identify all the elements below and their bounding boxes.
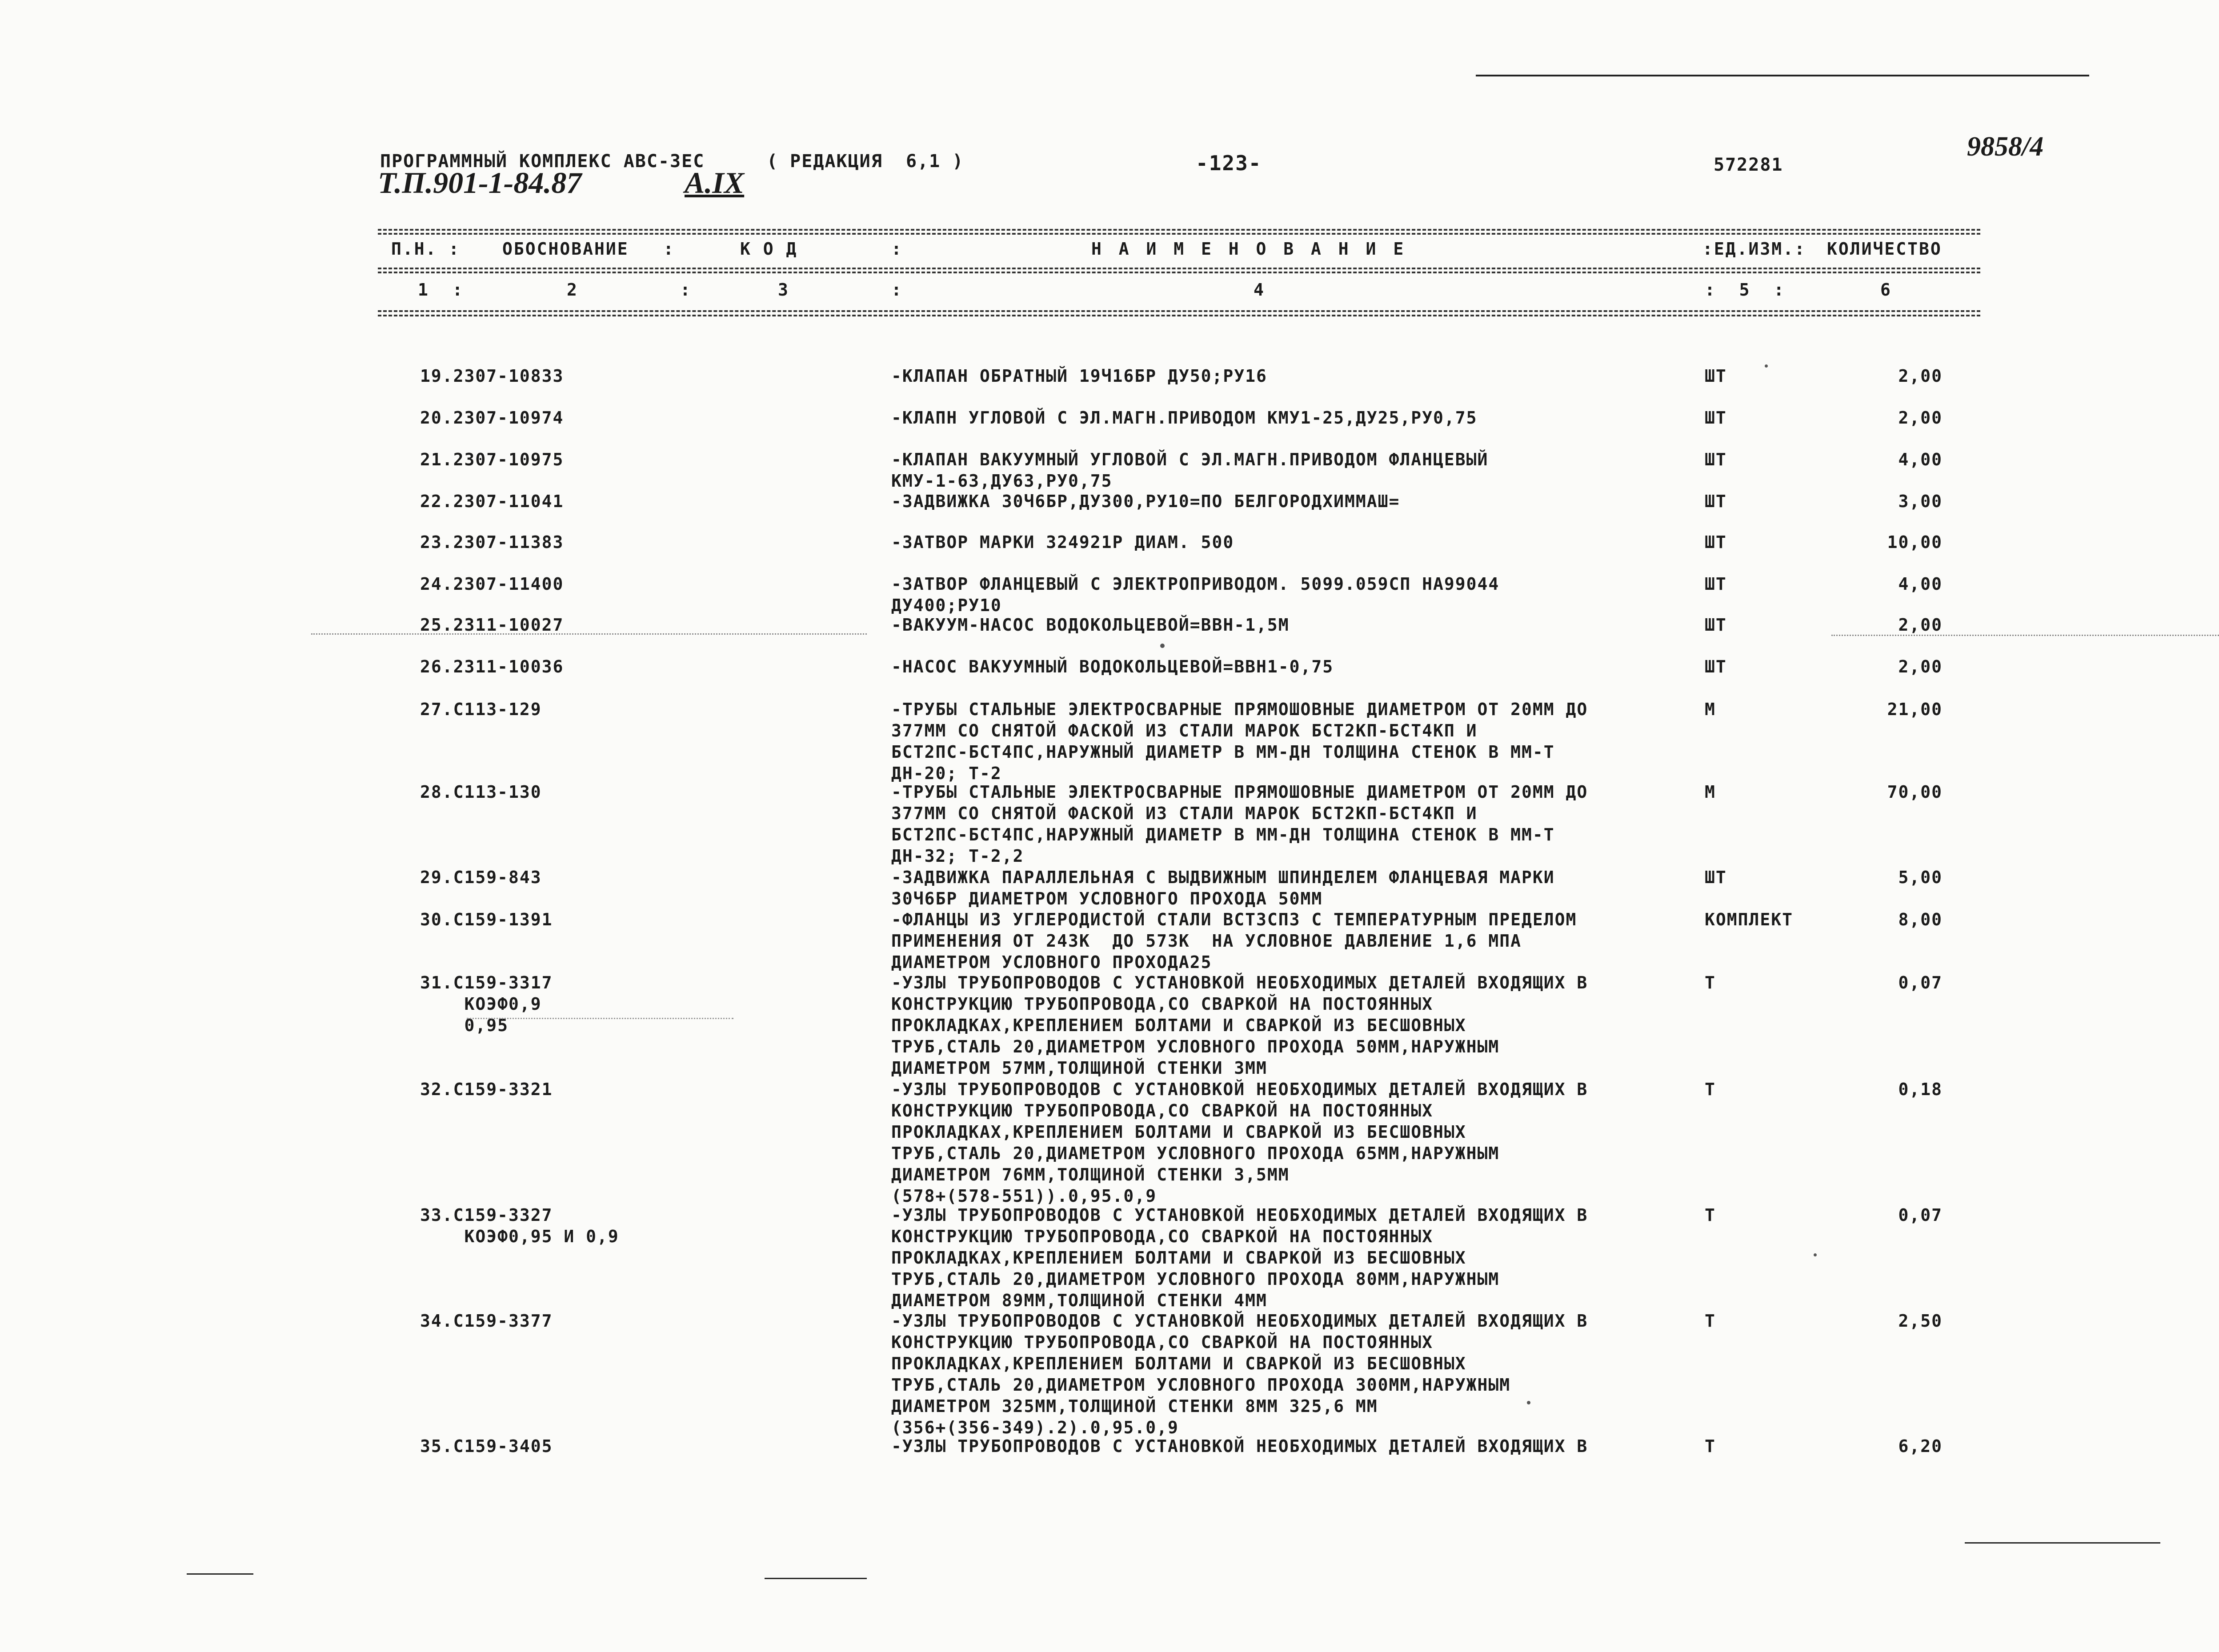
name-cell: -ЗАТВОР ФЛАНЦЕВЫЙ С ЭЛЕКТРОПРИВОДОМ. 5099.059СП НА99044 ДУ400;РУ10 bbox=[891, 574, 1500, 615]
unit-cell: Т bbox=[1705, 1205, 1716, 1225]
scan-speck bbox=[1160, 644, 1165, 648]
quantity-cell: 6,20 bbox=[1898, 1436, 1943, 1456]
basis-cell: 19.2307-10833 bbox=[420, 366, 564, 386]
name-cell: -УЗЛЫ ТРУБОПРОВОДОВ С УСТАНОВКОЙ НЕОБХОДИМЫХ ДЕТАЛЕЙ ВХОДЯЩИХ В КОНСТРУКЦИЮ ТРУБОПРОВОДА,СО СВАРКОЙ НА ПОСТОЯННЫХ ПРОКЛАДКАХ,КРЕПЛЕНИЕМ БОЛТАМИ И СВАРКОЙ ИЗ БЕСШОВНЫХ ТРУБ,СТАЛЬ 20,ДИАМЕТРОМ УСЛОВНОГО ПРОХОДА 80ММ,НАРУЖНЫМ ДИАМЕТРОМ 89ММ,ТОЛЩИНОЙ СТЕНКИ 4ММ bbox=[891, 1205, 1588, 1310]
scan-streak bbox=[467, 1018, 733, 1019]
column-header-pn: П.Н. : bbox=[391, 239, 461, 259]
unit-cell: КОМПЛЕКТ bbox=[1705, 910, 1794, 929]
basis-cell: 31.С159-3317 КОЭФ0,9 0,95 bbox=[420, 973, 553, 1035]
quantity-cell: 0,07 bbox=[1898, 1205, 1943, 1225]
unit-cell: Т bbox=[1705, 1080, 1716, 1099]
quantity-cell: 5,00 bbox=[1898, 868, 1943, 887]
column-number-2-separator: : bbox=[680, 280, 692, 300]
quantity-cell: 10,00 bbox=[1887, 532, 1943, 552]
scan-streak bbox=[311, 633, 867, 635]
header-rule-top bbox=[378, 229, 1980, 231]
unit-cell: ШТ bbox=[1705, 615, 1727, 635]
unit-cell: М bbox=[1705, 782, 1716, 802]
unit-cell: ШТ bbox=[1705, 657, 1727, 676]
basis-cell: 23.2307-11383 bbox=[420, 532, 564, 552]
quantity-cell: 2,00 bbox=[1898, 615, 1943, 635]
quantity-cell: 2,50 bbox=[1898, 1311, 1943, 1331]
name-cell: -УЗЛЫ ТРУБОПРОВОДОВ С УСТАНОВКОЙ НЕОБХОДИМЫХ ДЕТАЛЕЙ ВХОДЯЩИХ В КОНСТРУКЦИЮ ТРУБОПРОВОДА,СО СВАРКОЙ НА ПОСТОЯННЫХ ПРОКЛАДКАХ,КРЕПЛЕНИЕМ БОЛТАМИ И СВАРКОЙ ИЗ БЕСШОВНЫХ ТРУБ,СТАЛЬ 20,ДИАМЕТРОМ УСЛОВНОГО ПРОХОДА 50ММ,НАРУЖНЫМ ДИАМЕТРОМ 57ММ,ТОЛЩИНОЙ СТЕНКИ 3ММ bbox=[891, 973, 1588, 1078]
quantity-cell: 0,18 bbox=[1898, 1080, 1943, 1099]
scan-speck bbox=[1814, 1253, 1817, 1256]
basis-cell: 35.С159-3405 bbox=[420, 1436, 553, 1456]
column-header-basis: ОБОСНОВАНИЕ : bbox=[502, 239, 675, 259]
quantity-cell: 2,00 bbox=[1898, 366, 1943, 386]
name-cell: -КЛАПАН ОБРАТНЫЙ 19Ч16БР ДУ50;РУ16 bbox=[891, 366, 1267, 386]
name-cell: -УЗЛЫ ТРУБОПРОВОДОВ С УСТАНОВКОЙ НЕОБХОДИМЫХ ДЕТАЛЕЙ ВХОДЯЩИХ В bbox=[891, 1436, 1588, 1456]
scan-line bbox=[1965, 1542, 2160, 1544]
header-rule-mid bbox=[378, 268, 1980, 269]
quantity-cell: 70,00 bbox=[1887, 782, 1943, 802]
basis-cell: 26.2311-10036 bbox=[420, 657, 564, 676]
name-cell: -ТРУБЫ СТАЛЬНЫЕ ЭЛЕКТРОСВАРНЫЕ ПРЯМОШОВНЫЕ ДИАМЕТРОМ ОТ 20ММ ДО 377ММ СО СНЯТОЙ ФАСКОЙ ИЗ СТАЛИ МАРОК БСТ2КП-БСТ4КП И БСТ2ПС-БСТ4ПС,НАРУЖНЫЙ ДИАМЕТР В ММ-ДН ТОЛЩИНА СТЕНОК В ММ-Т ДН-20; Т-2 bbox=[891, 700, 1588, 783]
name-cell: -ТРУБЫ СТАЛЬНЫЕ ЭЛЕКТРОСВАРНЫЕ ПРЯМОШОВНЫЕ ДИАМЕТРОМ ОТ 20ММ ДО 377ММ СО СНЯТОЙ ФАСКОЙ ИЗ СТАЛИ МАРОК БСТ2КП-БСТ4КП И БСТ2ПС-БСТ4ПС,НАРУЖНЫЙ ДИАМЕТР В ММ-ДН ТОЛЩИНА СТЕНОК В ММ-Т ДН-32; Т-2,2 bbox=[891, 782, 1588, 866]
header-rule-top-2 bbox=[378, 233, 1980, 235]
unit-cell: ШТ bbox=[1705, 868, 1727, 887]
edition-label: ( РЕДАКЦИЯ 6,1 ) bbox=[767, 151, 964, 172]
document-code: 572281 bbox=[1714, 155, 1783, 175]
quantity-cell: 2,00 bbox=[1898, 657, 1943, 676]
quantity-cell: 4,00 bbox=[1898, 574, 1943, 594]
column-number-3: 3 bbox=[778, 280, 789, 300]
unit-cell: ШТ bbox=[1705, 366, 1727, 386]
handwritten-project-ref: Т.П.901-1-84.87 bbox=[378, 166, 582, 200]
basis-cell: 20.2307-10974 bbox=[420, 408, 564, 428]
scan-speck bbox=[1765, 364, 1768, 368]
name-cell: -УЗЛЫ ТРУБОПРОВОДОВ С УСТАНОВКОЙ НЕОБХОДИМЫХ ДЕТАЛЕЙ ВХОДЯЩИХ В КОНСТРУКЦИЮ ТРУБОПРОВОДА,СО СВАРКОЙ НА ПОСТОЯННЫХ ПРОКЛАДКАХ,КРЕПЛЕНИЕМ БОЛТАМИ И СВАРКОЙ ИЗ БЕСШОВНЫХ ТРУБ,СТАЛЬ 20,ДИАМЕТРОМ УСЛОВНОГО ПРОХОДА 300ММ,НАРУЖНЫМ ДИАМЕТРОМ 325ММ,ТОЛЩИНОЙ СТЕНКИ 8ММ 325,6 ММ (356+(356-349).2).0,95.0,9 bbox=[891, 1311, 1588, 1437]
name-cell: -КЛАПАН ВАКУУМНЫЙ УГЛОВОЙ С ЭЛ.МАГН.ПРИВОДОМ ФЛАНЦЕВЫЙ КМУ-1-63,ДУ63,РУ0,75 bbox=[891, 450, 1489, 491]
name-cell: -ФЛАНЦЫ ИЗ УГЛЕРОДИСТОЙ СТАЛИ ВСТ3СП3 С ТЕМПЕРАТУРНЫМ ПРЕДЕЛОМ ПРИМЕНЕНИЯ ОТ 243К ДО 573К НА УСЛОВНОЕ ДАВЛЕНИЕ 1,6 МПА ДИАМЕТРОМ УСЛОВНОГО ПРОХОДА25 bbox=[891, 910, 1577, 972]
quantity-cell: 0,07 bbox=[1898, 973, 1943, 992]
header-rule-bottom-2 bbox=[378, 315, 1980, 316]
column-number-3-separator: : bbox=[891, 280, 903, 300]
column-header-name: Н А И М Е Н О В А Н И Е bbox=[1091, 239, 1407, 259]
column-number-6: 6 bbox=[1880, 280, 1892, 300]
unit-cell: Т bbox=[1705, 973, 1716, 992]
name-cell: -ЗАТВОР МАРКИ 324921Р ДИАМ. 500 bbox=[891, 532, 1234, 552]
basis-cell: 30.С159-1391 bbox=[420, 910, 553, 929]
unit-cell: ШТ bbox=[1705, 450, 1727, 469]
page-number: -123- bbox=[1196, 151, 1262, 175]
quantity-cell: 2,00 bbox=[1898, 408, 1943, 428]
basis-cell: 24.2307-11400 bbox=[420, 574, 564, 594]
basis-cell: 27.С113-129 bbox=[420, 700, 542, 719]
basis-cell: 29.С159-843 bbox=[420, 868, 542, 887]
basis-cell: 33.С159-3327 КОЭФ0,95 И 0,9 bbox=[420, 1205, 619, 1246]
scan-line bbox=[765, 1578, 867, 1579]
header-rule-bottom bbox=[378, 310, 1980, 312]
quantity-cell: 4,00 bbox=[1898, 450, 1943, 469]
name-cell: -ЗАДВИЖКА ПАРАЛЛЕЛЬНАЯ С ВЫДВИЖНЫМ ШПИНДЕЛЕМ ФЛАНЦЕВАЯ МАРКИ 30Ч6БР ДИАМЕТРОМ УСЛОВНОГО ПРОХОДА 50ММ bbox=[891, 868, 1555, 908]
unit-cell: ШТ bbox=[1705, 574, 1727, 594]
unit-cell: Т bbox=[1705, 1311, 1716, 1331]
column-header-separator: : bbox=[891, 239, 903, 259]
basis-cell: 21.2307-10975 bbox=[420, 450, 564, 469]
name-cell: -ВАКУУМ-НАСОС ВОДОКОЛЬЦЕВОЙ=ВВН-1,5М bbox=[891, 615, 1290, 635]
column-header-code: К О Д bbox=[740, 239, 798, 259]
basis-cell: 32.С159-3321 bbox=[420, 1080, 553, 1099]
name-cell: -КЛАПН УГЛОВОЙ С ЭЛ.МАГН.ПРИВОДОМ КМУ1-25,ДУ25,РУ0,75 bbox=[891, 408, 1478, 428]
quantity-cell: 8,00 bbox=[1898, 910, 1943, 929]
handwritten-corner-number: 9858/4 bbox=[1967, 132, 2044, 162]
unit-cell: ШТ bbox=[1705, 532, 1727, 552]
handwritten-album-ref: А.IX bbox=[685, 166, 745, 200]
name-cell: -НАСОС ВАКУУМНЫЙ ВОДОКОЛЬЦЕВОЙ=ВВН1-0,75 bbox=[891, 657, 1334, 676]
scan-streak bbox=[1831, 635, 2219, 636]
name-cell: -УЗЛЫ ТРУБОПРОВОДОВ С УСТАНОВКОЙ НЕОБХОДИМЫХ ДЕТАЛЕЙ ВХОДЯЩИХ В КОНСТРУКЦИЮ ТРУБОПРОВОДА,СО СВАРКОЙ НА ПОСТОЯННЫХ ПРОКЛАДКАХ,КРЕПЛЕНИЕМ БОЛТАМИ И СВАРКОЙ ИЗ БЕСШОВНЫХ ТРУБ,СТАЛЬ 20,ДИАМЕТРОМ УСЛОВНОГО ПРОХОДА 65ММ,НАРУЖНЫМ ДИАМЕТРОМ 76ММ,ТОЛЩИНОЙ СТЕНКИ 3,5ММ (578+(578-551)).0,95.0,9 bbox=[891, 1080, 1588, 1206]
name-cell: -ЗАДВИЖКА 30Ч6БР,ДУ300,РУ10=ПО БЕЛГОРОДХИММАШ= bbox=[891, 492, 1400, 511]
top-rule bbox=[1476, 75, 2089, 76]
column-header-quantity: КОЛИЧЕСТВО bbox=[1827, 239, 1942, 259]
column-number-2: 2 bbox=[567, 280, 578, 300]
column-number-4: 4 bbox=[1254, 280, 1265, 300]
quantity-cell: 21,00 bbox=[1887, 700, 1943, 719]
unit-cell: М bbox=[1705, 700, 1716, 719]
column-header-unit: :ЕД.ИЗМ.: bbox=[1702, 239, 1806, 259]
column-number-1: 1 : bbox=[418, 280, 464, 300]
unit-cell: Т bbox=[1705, 1436, 1716, 1456]
unit-cell: ШТ bbox=[1705, 408, 1727, 428]
scan-line bbox=[187, 1573, 253, 1575]
basis-cell: 34.С159-3377 bbox=[420, 1311, 553, 1331]
column-number-5: : 5 : bbox=[1705, 280, 1786, 300]
header-rule-mid-2 bbox=[378, 272, 1980, 273]
basis-cell: 28.С113-130 bbox=[420, 782, 542, 802]
scan-speck bbox=[1527, 1401, 1530, 1404]
quantity-cell: 3,00 bbox=[1898, 492, 1943, 511]
basis-cell: 22.2307-11041 bbox=[420, 492, 564, 511]
program-title: ПРОГРАММНЫЙ КОМПЛЕКС АВС-ЗЕС bbox=[380, 151, 705, 172]
basis-cell: 25.2311-10027 bbox=[420, 615, 564, 635]
unit-cell: ШТ bbox=[1705, 492, 1727, 511]
